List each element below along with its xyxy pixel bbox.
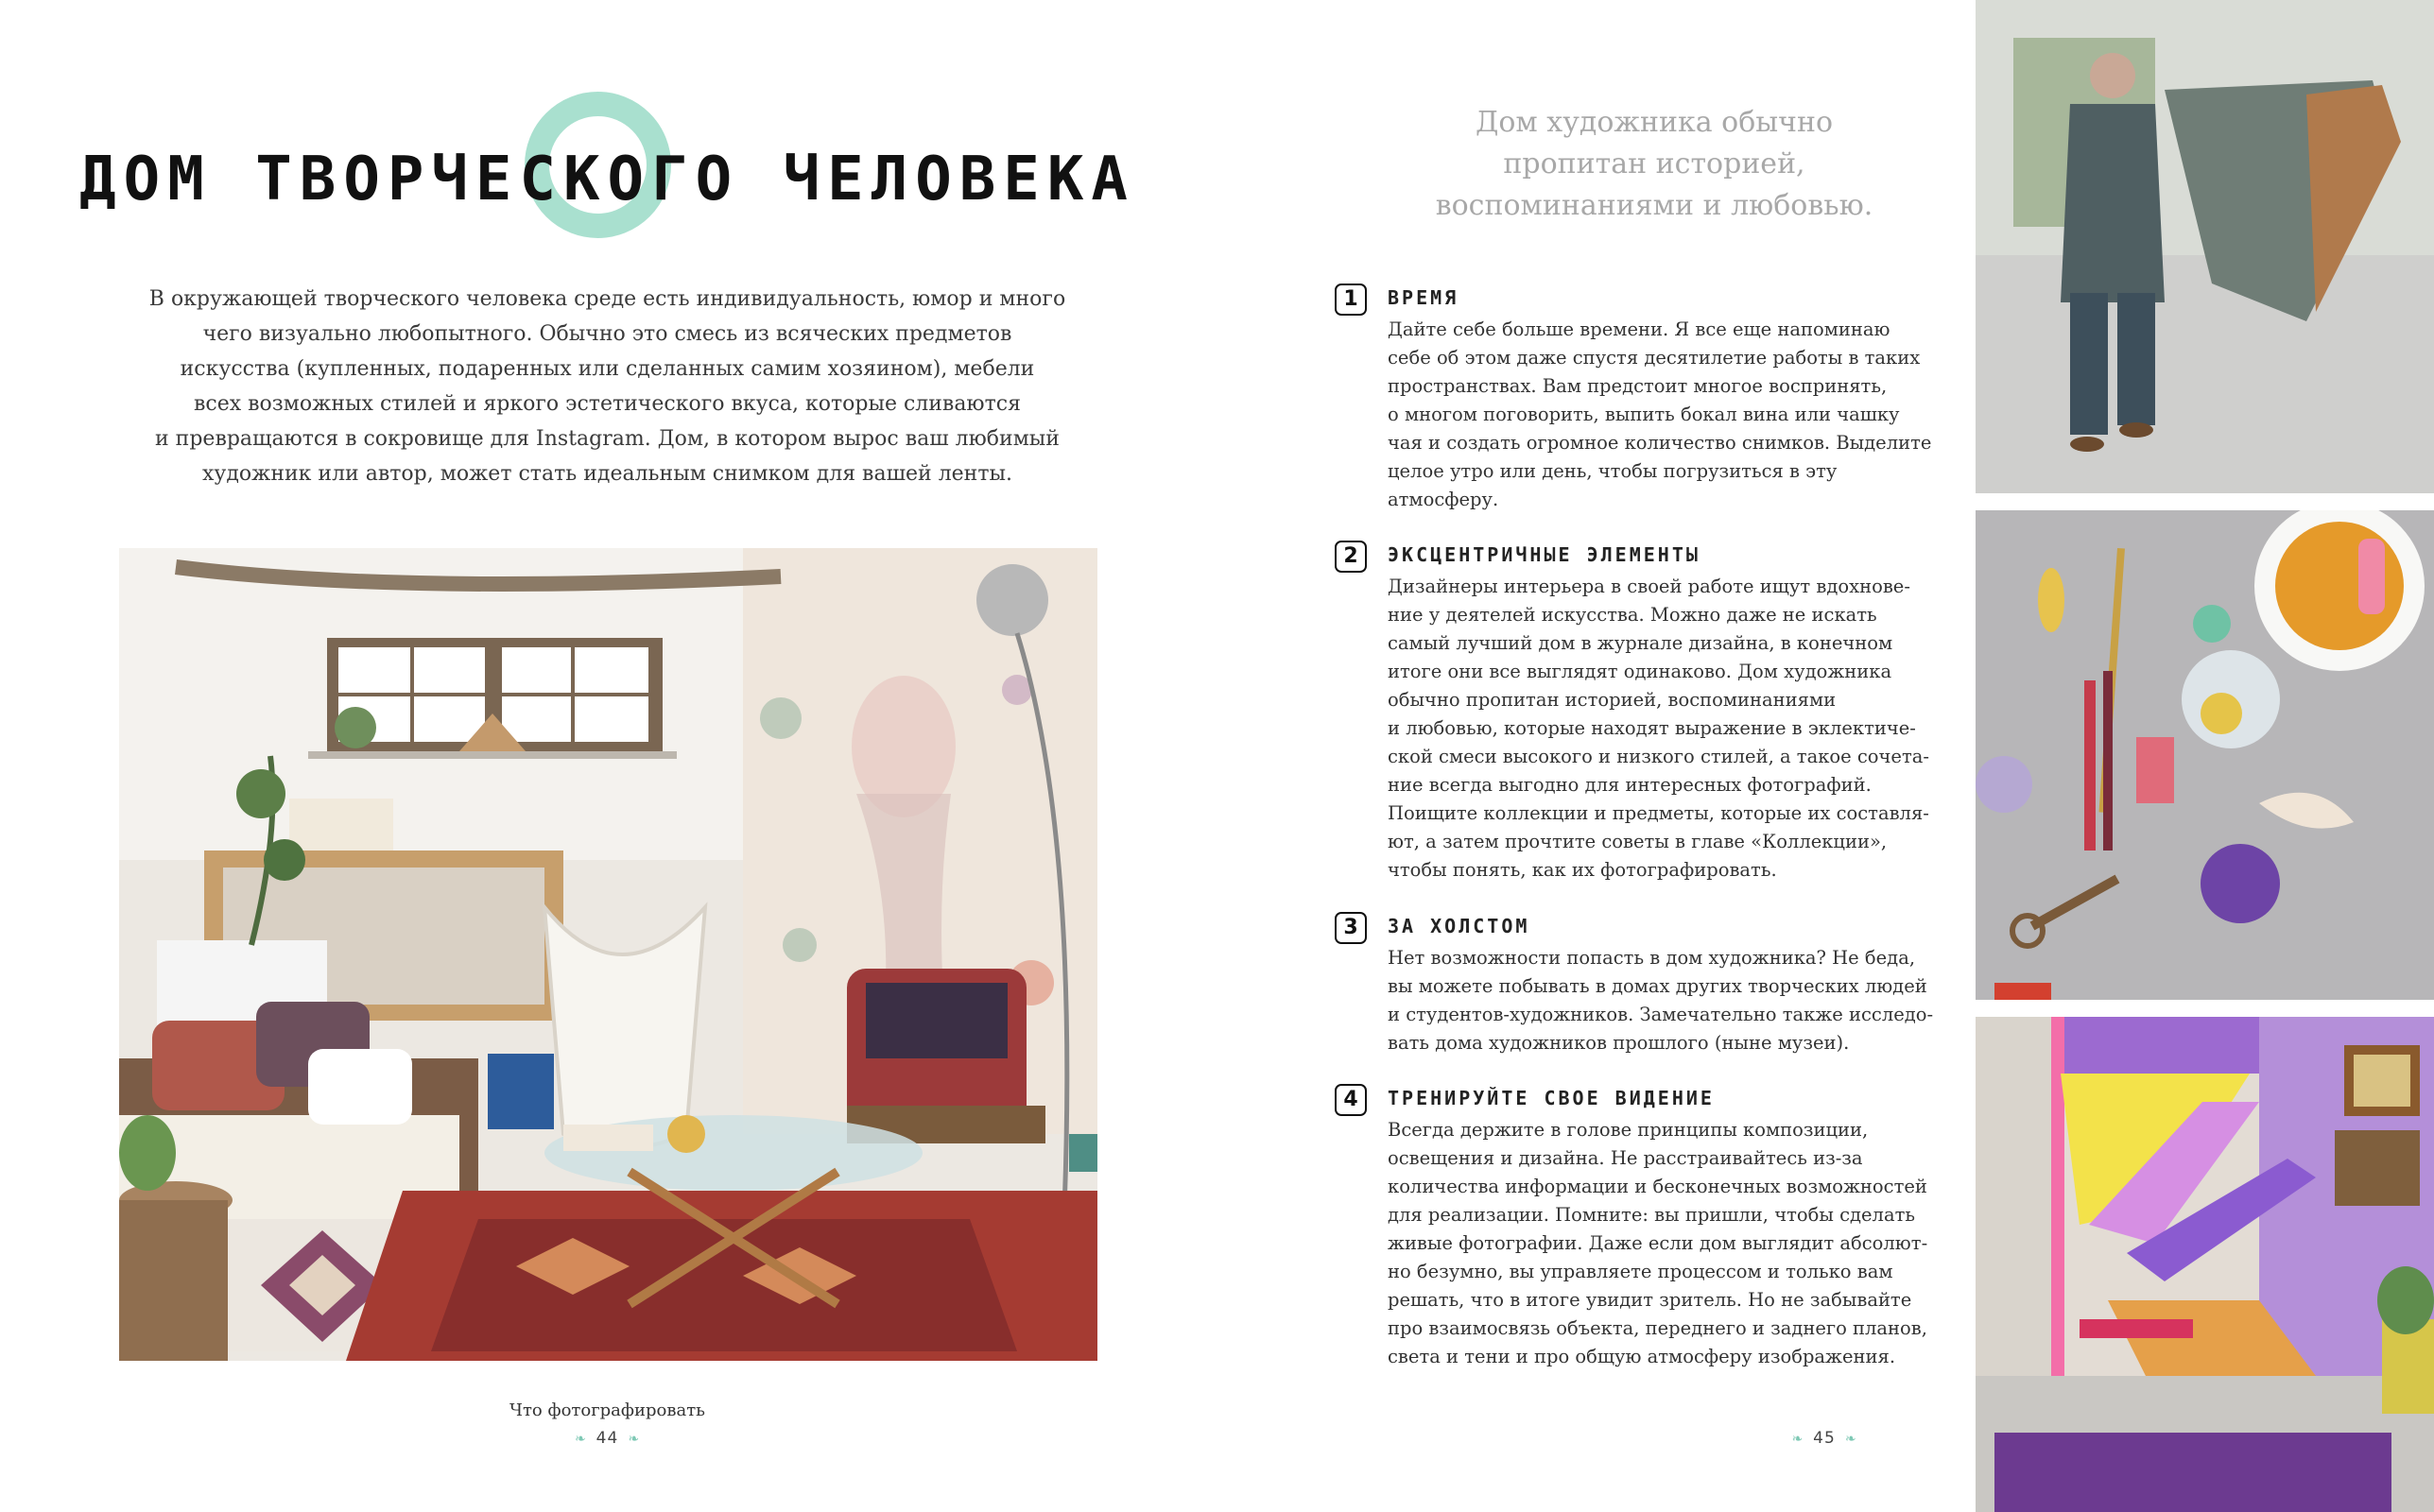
tip-heading: ЭКСЦЕНТРИЧНЫЕ ЭЛЕМЕНТЫ [1388, 543, 1700, 566]
tip-heading: ЗА ХОЛСТОМ [1388, 915, 1530, 937]
intro-line: В окружающей творческого человека среде есть индивидуальность, юмор и много [148, 287, 1066, 311]
intro-line: искусства (купленных, подаренных или сделанных самим хозяином), мебели [180, 357, 1035, 381]
tip-line: Дайте себе больше времени. Я все еще напоминаю [1388, 318, 1890, 340]
tip-line: о многом поговорить, выпить бокал вина или чашку [1388, 404, 1900, 425]
tip-body [1388, 316, 1955, 514]
quote-line: воспоминаниями и любовью. [1435, 189, 1873, 222]
tip-number-badge: 3 [1335, 912, 1367, 944]
tip-line: и студентов-художников. Замечательно также исследо- [1388, 1004, 1934, 1025]
tip-line: для реализации. Помните: вы пришли, чтобы сделать [1388, 1204, 1915, 1226]
tip-line: про взаимосвязь объекта, переднего и заднего планов, [1388, 1317, 1927, 1339]
page-number-left [0, 1429, 1215, 1448]
intro-line: и превращаются в сокровище для Instagram. Дом, в котором вырос ваш любимый [155, 427, 1060, 451]
tip-number-badge: 4 [1335, 1084, 1367, 1116]
tip-line: Всегда держите в голове принципы композиции, [1388, 1119, 1869, 1141]
tip-line: чая и создать огромное количество снимков. Выделите [1388, 432, 1932, 454]
tip-line: живые фотографии. Даже если дом выглядит абсолют- [1388, 1232, 1928, 1254]
tip-body [1388, 1116, 1955, 1371]
intro-line: всех возможных стилей и яркого эстетического вкуса, которые сливаются [194, 392, 1021, 416]
tip-line: атмосферу. [1388, 489, 1499, 510]
tip-body [1388, 944, 1955, 1057]
folio-tick-icon: ❧ [1844, 1432, 1857, 1447]
tip-line: ние всегда выгодно для интересных фотографий. [1388, 774, 1872, 796]
tip-line: итоге они все выглядят одинаково. Дом художника [1388, 661, 1892, 682]
art-supplies-photo [1976, 510, 2434, 1000]
tip-line: количества информации и бесконечных возможностей [1388, 1176, 1927, 1197]
tip-line: себе об этом даже спустя десятилетие работы в таких [1388, 347, 1921, 369]
page-number-value: 44 [596, 1429, 619, 1448]
tip-number-badge: 1 [1335, 284, 1367, 316]
page-number-right [1739, 1429, 1909, 1448]
tip-line: вать дома художников прошлого (ныне музеи). [1388, 1032, 1850, 1054]
tip-line: Дизайнеры интерьера в своей работе ищут вдохнове- [1388, 576, 1910, 597]
tip-line: Поищите коллекции и предметы, которые их составля- [1388, 802, 1929, 824]
folio-tick-icon: ❧ [574, 1432, 587, 1447]
tip-line: решать, что в итоге увидит зритель. Но не забывайте [1388, 1289, 1912, 1311]
tip-line: ской смеси высокого и низкого стилей, а такое сочета- [1388, 746, 1929, 767]
tip-line: но безумно, вы управляете процессом и только вам [1388, 1261, 1893, 1282]
tip-line: Нет возможности попасть в дом художника? Не беда, [1388, 947, 1916, 969]
page-number-value: 45 [1813, 1429, 1836, 1448]
quote-line: пропитан историей, [1503, 147, 1805, 180]
living-room-photo [119, 548, 1097, 1361]
tip-line: пространствах. Вам предстоит многое воспринять, [1388, 375, 1888, 397]
tip-line: ние у деятелей искусства. Можно даже не искать [1388, 604, 1877, 626]
title-block [0, 132, 1215, 236]
tip-number-badge: 2 [1335, 541, 1367, 573]
tip-line: света и тени и про общую атмосферу изображения. [1388, 1346, 1896, 1367]
tip-line: целое утро или день, чтобы погрузиться в эту [1388, 460, 1838, 482]
colorful-staircase-photo [1976, 1017, 2434, 1512]
page-title: ДОМ ТВОРЧЕСКОГО ЧЕЛОВЕКА [79, 145, 1135, 215]
tip-line: обычно пропитан историей, воспоминаниями [1388, 689, 1837, 711]
folio-tick-icon: ❧ [1791, 1432, 1804, 1447]
tip-line: вы можете побывать в домах других творческих людей [1388, 975, 1927, 997]
tip-line: и любовью, которые находят выражение в эклектиче- [1388, 717, 1916, 739]
tip-line: самый лучший дом в журнале дизайна, в конечном [1388, 632, 1893, 654]
tip-heading: ВРЕМЯ [1388, 286, 1459, 309]
tip-heading: ТРЕНИРУЙТЕ СВОЕ ВИДЕНИЕ [1388, 1087, 1715, 1109]
tip-line: ют, а затем прочтите советы в главе «Коллекции», [1388, 831, 1888, 852]
running-footer: Что фотографировать [509, 1400, 705, 1420]
quote-line: Дом художника обычно [1475, 106, 1834, 139]
folio-tick-icon: ❧ [628, 1432, 641, 1447]
intro-line: художник или автор, может стать идеальным снимком для вашей ленты. [201, 462, 1013, 486]
artist-studio-photo [1976, 0, 2434, 493]
pull-quote [1390, 102, 1919, 227]
tip-line: освещения и дизайна. Не расстраивайтесь из-за [1388, 1147, 1863, 1169]
tip-body [1388, 573, 1955, 885]
tip-line: чтобы понять, как их фотографировать. [1388, 859, 1777, 881]
left-page [0, 0, 1215, 1512]
intro-line: чего визуально любопытного. Обычно это смесь из всяческих предметов [202, 322, 1012, 346]
intro-paragraph [142, 282, 1073, 491]
